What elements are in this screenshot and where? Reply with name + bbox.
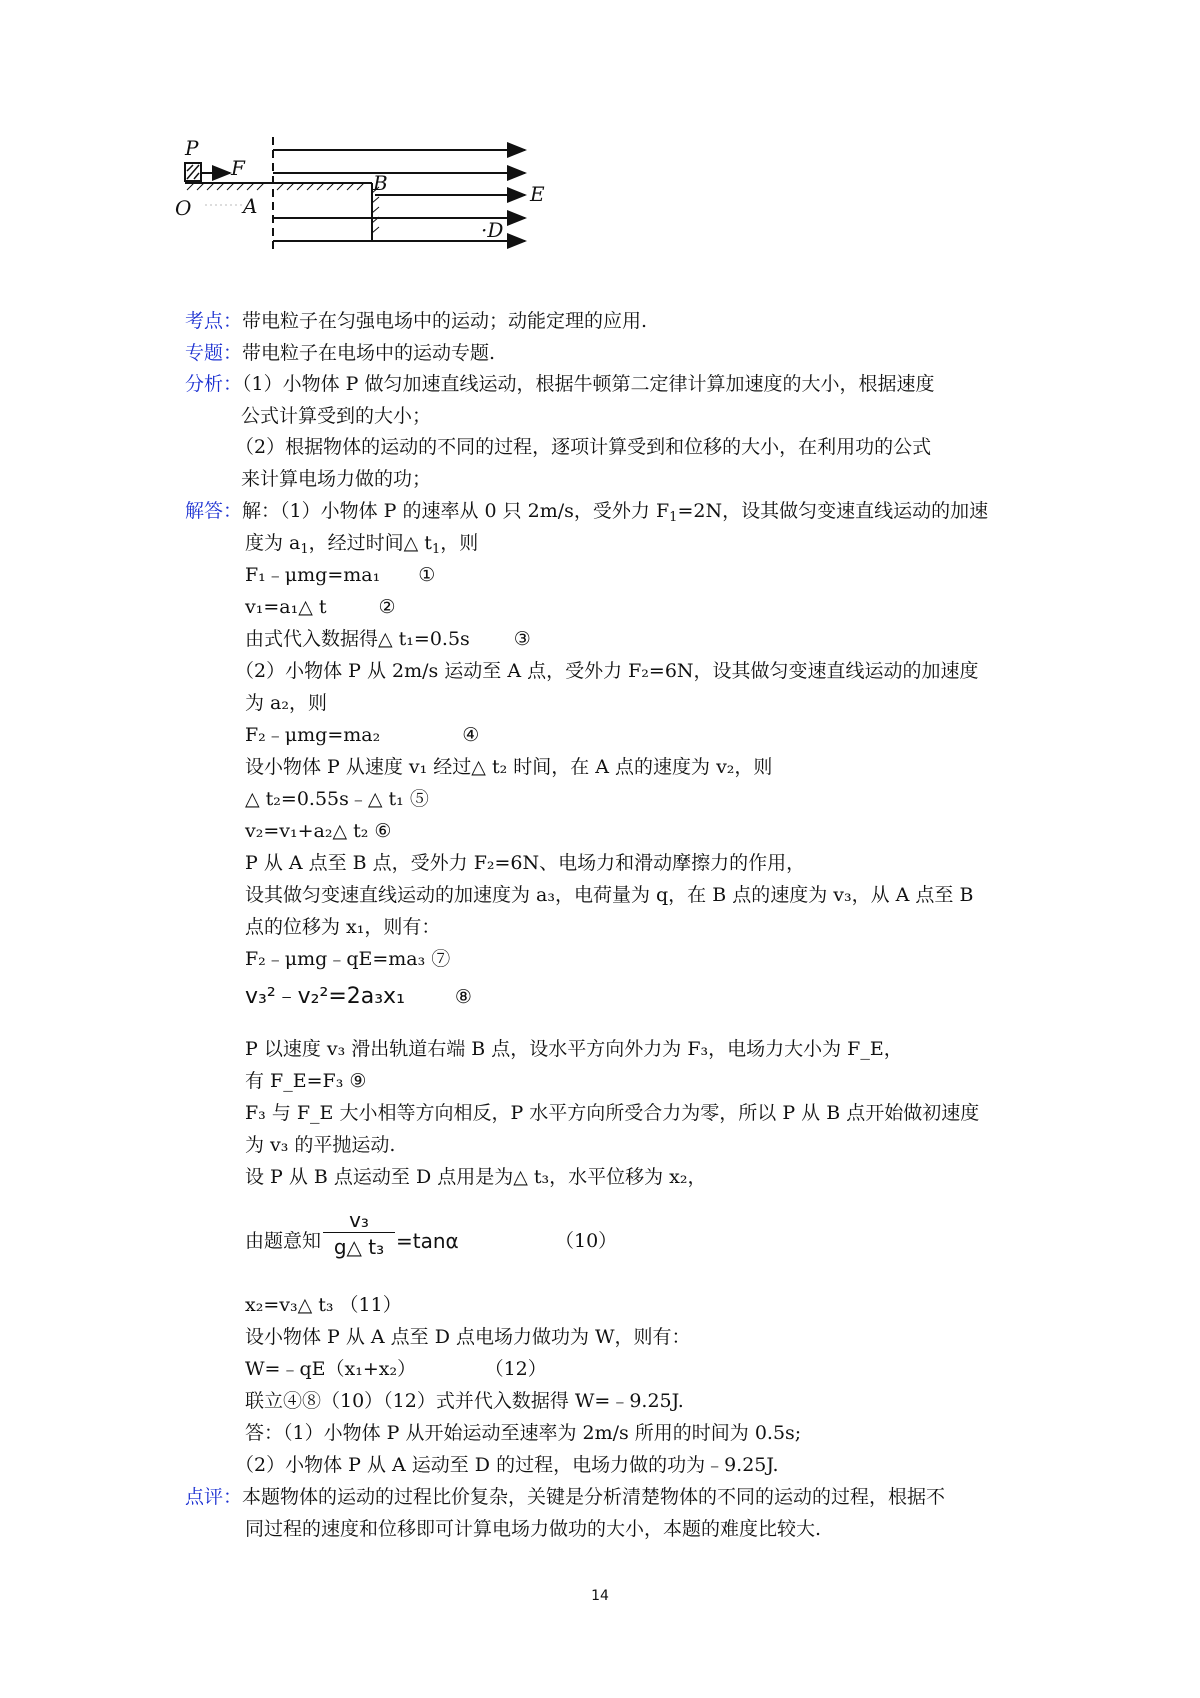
eq10-prefix: 由题意知	[245, 1230, 322, 1252]
p2b: 为 a₂，则	[245, 692, 327, 714]
fenxi-label: 分析：	[185, 373, 243, 395]
page-number: 14	[591, 1588, 609, 1604]
zhuanti-label: 专题：	[185, 342, 243, 364]
eq8: v₃²﹣v₂²=2a₃x₁ ⑧	[245, 984, 472, 1009]
eq4: F₂﹣μmg=ma₂ ④	[245, 724, 480, 746]
eq10-numerator: v₃	[323, 1208, 395, 1233]
eq11: x₂=v₃△ t₃ （11）	[245, 1294, 402, 1316]
label-e: E	[530, 182, 545, 206]
fenxi-line-3: （2）根据物体的运动的不同的过程，逐项计算受到和位移的大小，在利用功的公式	[235, 436, 932, 458]
label-a: A	[243, 194, 258, 218]
eq7: F₂﹣μmg﹣qE=ma₃ ⑦	[245, 948, 451, 970]
dianping-line-2: 同过程的速度和位移即可计算电场力做功的大小，本题的难度比较大.	[245, 1518, 822, 1540]
p9: 为 v₃ 的平抛运动.	[245, 1134, 396, 1156]
eq5: △ t₂=0.55s﹣△ t₁ ⑤	[245, 788, 429, 810]
sol-s1a: 解：（1）小物体 P 的速率从 0 只 2m/s，受外力 F	[242, 500, 670, 522]
dianping-text-1: 本题物体的运动的过程比价复杂，关键是分析清楚物体的不同的运动的过程，根据不	[242, 1486, 946, 1508]
label-p: P	[185, 136, 199, 160]
eq9: 有 F_E=F₃ ⑨	[245, 1070, 367, 1092]
ans2: （2）小物体 P 从 A 运动至 D 的过程，电场力做的功为﹣9.25J.	[235, 1454, 779, 1476]
eq1: F₁﹣μmg=ma₁ ①	[245, 564, 436, 586]
jieda-label: 解答：	[185, 500, 243, 522]
kaodian-label: 考点：	[185, 310, 243, 332]
dianping-label: 点评：	[185, 1486, 243, 1508]
p10: 设 P 从 B 点运动至 D 点用是为△ t₃，水平位移为 x₂，	[245, 1166, 707, 1188]
ans1: 答：（1）小物体 P 从开始运动至速率为 2m/s 所用的时间为 0.5s;	[245, 1422, 802, 1444]
sol-s2b: ，经过时间△ t	[308, 532, 432, 554]
fenxi-line-2: 公式计算受到的大小；	[241, 405, 432, 427]
eq10-fraction	[323, 1208, 395, 1261]
p8: F₃ 与 F_E 大小相等方向相反，P 水平方向所受合力为零，所以 P 从 B 点开始做初速度	[245, 1102, 980, 1124]
fenxi-line-1	[185, 371, 934, 397]
dianping-line-1	[185, 1484, 945, 1510]
p5: 设其做匀变速直线运动的加速度为 a₃，电荷量为 q，在 B 点的速度为 v₃，从 A 点至 B	[245, 884, 974, 906]
p11: 设小物体 P 从 A 点至 D 点电场力做功为 W，则有：	[245, 1326, 691, 1348]
p4: P 从 A 点至 B 点，受外力 F₂=6N、电场力和滑动摩擦力的作用，	[245, 852, 806, 874]
kaodian-text: 带电粒子在匀强电场中的运动；动能定理的应用.	[242, 310, 648, 332]
label-d: ·D	[481, 218, 504, 242]
zhuanti-text: 带电粒子在电场中的运动专题.	[242, 342, 496, 364]
p7: P 以速度 v₃ 滑出轨道右端 B 点，设水平方向外力为 F₃，电场力大小为 F_E，	[245, 1038, 903, 1060]
eq3: 由式代入数据得△ t₁=0.5s ③	[245, 628, 531, 650]
sol-s2a: 度为 a	[245, 532, 301, 554]
eq10-num: （10）	[555, 1230, 618, 1252]
p6: 点的位移为 x₁，则有：	[245, 916, 441, 938]
eq6: v₂=v₁+a₂△ t₂ ⑥	[245, 820, 392, 842]
fenxi-text-1: （1）小物体 P 做匀加速直线运动，根据牛顿第二定律计算加速度的大小，根据速度	[242, 373, 935, 395]
zhuanti-line	[185, 340, 495, 366]
label-b: B	[373, 171, 388, 195]
physics-figure	[175, 135, 585, 260]
kaodian-line	[185, 308, 647, 334]
eq10-rhs: =tanα	[396, 1229, 459, 1253]
eq10-denominator: g△ t₃	[333, 1235, 385, 1259]
label-f: F	[231, 156, 245, 180]
jieda-line-1: 解答：解：（1）小物体 P 的速率从 0 只 2m/s，受外力 $F_1=2N$，设其做匀变速直线运动的加速	[185, 500, 989, 525]
sol-s1b: =2N，设其做匀变速直线运动的加速	[677, 500, 989, 522]
sol-s2c: ，则	[440, 532, 479, 554]
eq2: v₁=a₁△ t ②	[245, 596, 396, 618]
eq12: W=﹣qE（x₁+x₂） （12）	[245, 1358, 547, 1380]
p12: 联立④⑧（10）（12）式并代入数据得 W=﹣9.25J.	[245, 1390, 684, 1412]
p3: 设小物体 P 从速度 v₁ 经过△ t₂ 时间，在 A 点的速度为 v₂，则	[245, 756, 773, 778]
jieda-line-2: 度为 $a_1$，经过时间△ $t_1$，则	[245, 532, 479, 557]
label-o: O	[175, 196, 192, 220]
fenxi-line-4: 来计算电场力做的功；	[241, 468, 432, 490]
p2a: （2）小物体 P 从 2m/s 运动至 A 点，受外力 F₂=6N，设其做匀变速直线运动的加速度	[235, 660, 979, 682]
